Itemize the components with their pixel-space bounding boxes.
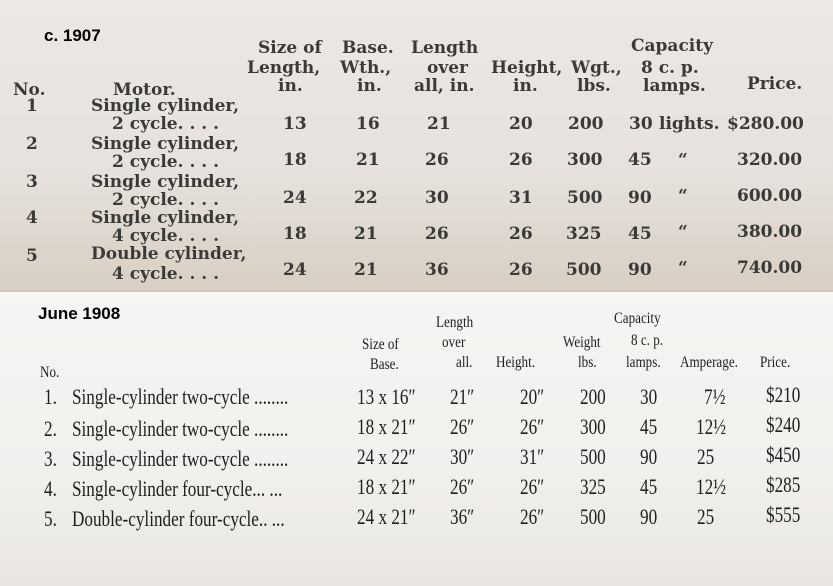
row-no: 4. (44, 476, 57, 501)
row-no: 5 (26, 246, 38, 266)
row-capacity-unit: “ (678, 258, 688, 278)
header-length-3: all. (456, 354, 473, 371)
header-capacity-2: 8 c. p. (631, 332, 664, 349)
row-motor: Double cylinder, (91, 244, 247, 264)
header-price: Price. (747, 74, 803, 94)
row-length: 26 (425, 150, 449, 170)
row-length: 36″ (450, 504, 475, 529)
row-price: 740.00 (737, 258, 803, 278)
row-no: 3 (26, 172, 38, 192)
header-capacity-1: Capacity (614, 310, 661, 327)
row-length: 26″ (450, 414, 475, 439)
row-height: 26″ (520, 504, 545, 529)
row-no: 2 (26, 134, 38, 154)
row-weight: 500 (567, 188, 603, 208)
header-motor: Motor. (113, 80, 176, 100)
row-height: 31 (509, 188, 533, 208)
row-motor-cycle: 2 cycle. . . . (112, 190, 220, 210)
row-size: 24 (283, 188, 307, 208)
row-capacity-unit: lights. (659, 114, 720, 134)
header-base-1: Base. (342, 38, 394, 58)
row-length: 30″ (450, 444, 475, 469)
row-base: 21 (356, 150, 380, 170)
header-no: No. (40, 364, 60, 381)
header-height-2: in. (513, 76, 538, 96)
row-capacity: 45 (640, 414, 658, 439)
row-price: $450 (766, 442, 801, 467)
row-base: 21 (354, 224, 378, 244)
row-height: 26 (509, 260, 533, 280)
header-wgt-2: lbs. (577, 76, 611, 96)
row-base: 22 (354, 188, 378, 208)
label-1908: June 1908 (38, 304, 121, 323)
row-weight: 500 (580, 444, 606, 469)
row-motor: Single-cylinder two-cycle ........ (72, 446, 289, 471)
row-price: $280.00 (727, 114, 804, 134)
row-price: 380.00 (737, 222, 803, 242)
row-length: 26″ (450, 474, 475, 499)
row-capacity: 45 (628, 150, 652, 170)
table-1907 (0, 0, 833, 292)
header-size-1: Size of (258, 38, 322, 58)
row-no: 1 (26, 96, 38, 116)
row-height: 31″ (520, 444, 545, 469)
header-weight-2: lbs. (578, 354, 597, 371)
row-capacity-unit: “ (678, 150, 688, 170)
header-size-2: Length, (247, 58, 321, 78)
row-length: 30 (425, 188, 449, 208)
header-length-1: Length (411, 38, 479, 58)
header-length-2: over (427, 58, 468, 78)
row-capacity: 90 (640, 444, 658, 469)
row-no: 4 (26, 208, 38, 228)
header-capacity-2: 8 c. p. (641, 58, 699, 78)
row-capacity: 45 (640, 474, 658, 499)
row-no: 3. (44, 446, 57, 471)
row-size: 18 (283, 150, 307, 170)
row-length: 36 (425, 260, 449, 280)
row-capacity: 90 (640, 504, 658, 529)
row-size: 18 (283, 224, 307, 244)
header-capacity-1: Capacity (631, 36, 713, 56)
header-weight-1: Weight (563, 334, 601, 351)
header-height: Height. (496, 354, 535, 371)
header-no: No. (13, 80, 46, 100)
row-motor: Single cylinder, (91, 208, 240, 228)
row-weight: 300 (580, 414, 606, 439)
row-length: 26 (425, 224, 449, 244)
row-height: 26 (509, 150, 533, 170)
header-size-2: Base. (370, 356, 399, 373)
row-motor-cycle: 2 cycle. . . . (112, 114, 220, 134)
row-price: $240 (766, 412, 801, 437)
row-motor: Single-cylinder two-cycle ........ (72, 384, 289, 409)
row-amperage: 7½ (704, 384, 726, 409)
row-height: 26″ (520, 414, 545, 439)
row-price: $285 (766, 472, 801, 497)
row-size: 24 x 22″ (357, 444, 416, 469)
row-capacity-unit: “ (678, 222, 688, 242)
row-motor-cycle: 2 cycle. . . . (112, 152, 220, 172)
row-size: 24 (283, 260, 307, 280)
row-height: 20 (509, 114, 533, 134)
row-weight: 325 (580, 474, 606, 499)
row-price: 320.00 (737, 150, 803, 170)
header-base-2: Wth., (340, 58, 392, 78)
header-height-1: Height, (491, 58, 563, 78)
row-weight: 300 (567, 150, 603, 170)
row-motor: Single-cylinder two-cycle ........ (72, 416, 289, 441)
row-no: 2. (44, 416, 57, 441)
row-motor: Single-cylinder four-cycle... ... (72, 476, 283, 501)
row-height: 26″ (520, 474, 545, 499)
header-capacity-3: lamps. (643, 76, 706, 96)
header-size-1: Size of (362, 336, 399, 353)
row-motor: Double-cylinder four-cycle.. ... (72, 506, 285, 531)
row-size: 24 x 21″ (357, 504, 416, 529)
row-motor: Single cylinder, (91, 172, 240, 192)
row-amperage: 12½ (696, 414, 727, 439)
header-amperage: Amperage. (680, 354, 738, 371)
row-price: $210 (766, 382, 801, 407)
row-weight: 200 (580, 384, 606, 409)
row-base: 16 (356, 114, 380, 134)
row-motor-cycle: 4 cycle. . . . (112, 264, 220, 284)
header-size-3: in. (278, 76, 303, 96)
row-capacity: 45 (628, 224, 652, 244)
row-capacity: 30 (640, 384, 658, 409)
row-no: 5. (44, 506, 57, 531)
header-length-3: all, in. (414, 76, 475, 96)
row-amperage: 25 (697, 504, 715, 529)
row-capacity: 90 (628, 188, 652, 208)
table-1908 (0, 292, 833, 586)
row-length: 21 (427, 114, 451, 134)
row-weight: 325 (566, 224, 602, 244)
row-capacity-unit: “ (678, 186, 688, 206)
header-price: Price. (760, 354, 791, 371)
row-size: 13 x 16″ (357, 384, 416, 409)
row-price: $555 (766, 502, 801, 527)
row-weight: 200 (568, 114, 604, 134)
header-length-1: Length (436, 314, 474, 331)
label-1907: c. 1907 (44, 26, 101, 45)
row-motor-cycle: 4 cycle. . . . (112, 226, 220, 246)
row-length: 21″ (450, 384, 475, 409)
row-weight: 500 (566, 260, 602, 280)
header-length-2: over (442, 334, 466, 351)
row-price: 600.00 (737, 186, 803, 206)
header-capacity-3: lamps. (626, 354, 661, 371)
row-size: 13 (283, 114, 307, 134)
row-size: 18 x 21″ (357, 474, 416, 499)
row-amperage: 25 (697, 444, 715, 469)
row-motor: Single cylinder, (91, 134, 240, 154)
row-size: 18 x 21″ (357, 414, 416, 439)
row-height: 26 (509, 224, 533, 244)
row-amperage: 12½ (696, 474, 727, 499)
row-capacity: 30 (629, 114, 653, 134)
header-wgt-1: Wgt., (571, 58, 622, 78)
row-height: 20″ (520, 384, 545, 409)
row-capacity: 90 (628, 260, 652, 280)
row-motor: Single cylinder, (91, 96, 240, 116)
row-base: 21 (354, 260, 378, 280)
row-weight: 500 (580, 504, 606, 529)
header-base-3: in. (357, 76, 382, 96)
row-no: 1. (44, 384, 57, 409)
